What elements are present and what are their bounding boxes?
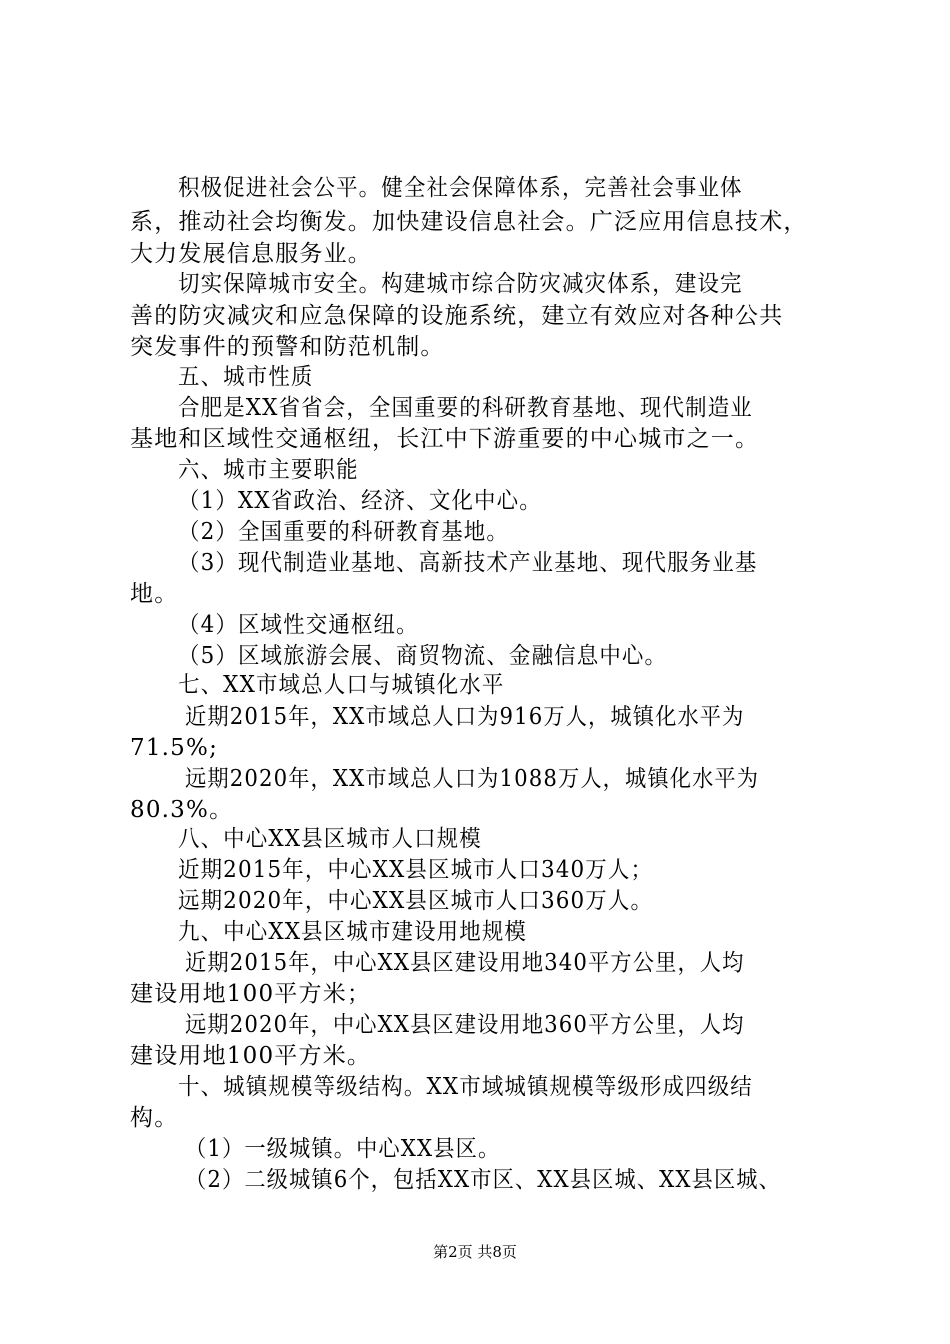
text-line: 近期2015年，中心XX县区城市人口340万人； <box>178 857 654 883</box>
list-item: （3）现代制造业基地、高新技术产业基地、现代服务业基 <box>178 550 758 576</box>
text-line: 构。 <box>130 1105 179 1131</box>
list-item: （1）一级城镇。中心XX县区。 <box>185 1136 501 1162</box>
text-line: 切实保障城市安全。构建城市综合防灾减灾体系，建设完 <box>178 271 743 297</box>
text-line: 大力发展信息服务业。 <box>130 241 372 267</box>
list-item: （1）XX省政治、经济、文化中心。 <box>178 488 542 514</box>
text-line: 合肥是XX省省会，全国重要的科研教育基地、现代制造业 <box>178 395 753 421</box>
page-number-footer: 第2页 共8页 <box>433 1243 517 1261</box>
section-heading: 七、XX市域总人口与城镇化水平 <box>178 672 505 698</box>
text-line: 地。 <box>130 581 179 607</box>
section-heading: 六、城市主要职能 <box>178 457 359 483</box>
list-item: （4）区域性交通枢纽。 <box>178 612 419 638</box>
list-item: （5）区域旅游会展、商贸物流、金融信息中心。 <box>178 643 668 669</box>
text-line: 近期2015年，XX市域总人口为916万人，城镇化水平为 <box>185 704 745 730</box>
section-heading: 五、城市性质 <box>178 364 314 390</box>
section-heading: 十、城镇规模等级结构。XX市域城镇规模等级形成四级结 <box>178 1074 753 1100</box>
section-heading: 八、中心XX县区城市人口规模 <box>178 826 482 852</box>
text-line: 系，推动社会均衡发。加快建设信息社会。广泛应用信息技术， <box>130 209 808 235</box>
text-line: 远期2020年，中心XX县区城市人口360万人。 <box>178 888 654 914</box>
list-item: （2）全国重要的科研教育基地。 <box>178 519 509 545</box>
text-line: 善的防灾减灾和应急保障的设施系统，建立有效应对各种公共 <box>130 303 784 329</box>
text-line: 80.3%。 <box>130 797 234 823</box>
list-item: （2）二级城镇6个，包括XX市区、XX县区城、XX县区城、 <box>185 1167 782 1193</box>
section-heading: 九、中心XX县区城市建设用地规模 <box>178 919 528 945</box>
text-line: 建设用地100平方米。 <box>130 1043 372 1069</box>
text-line: 积极促进社会公平。健全社会保障体系，完善社会事业体 <box>178 175 743 201</box>
text-line: 基地和区域性交通枢纽，长江中下游重要的中心城市之一。 <box>130 426 760 452</box>
text-line: 建设用地100平方米； <box>130 981 372 1007</box>
text-line: 远期2020年，XX市域总人口为1088万人，城镇化水平为 <box>185 766 760 792</box>
text-line: 突发事件的预警和防范机制。 <box>130 334 445 360</box>
text-line: 近期2015年，中心XX县区建设用地340平方公里，人均 <box>185 950 745 976</box>
text-line: 远期2020年，中心XX县区建设用地360平方公里，人均 <box>185 1012 745 1038</box>
text-line: 71.5%; <box>130 735 219 761</box>
